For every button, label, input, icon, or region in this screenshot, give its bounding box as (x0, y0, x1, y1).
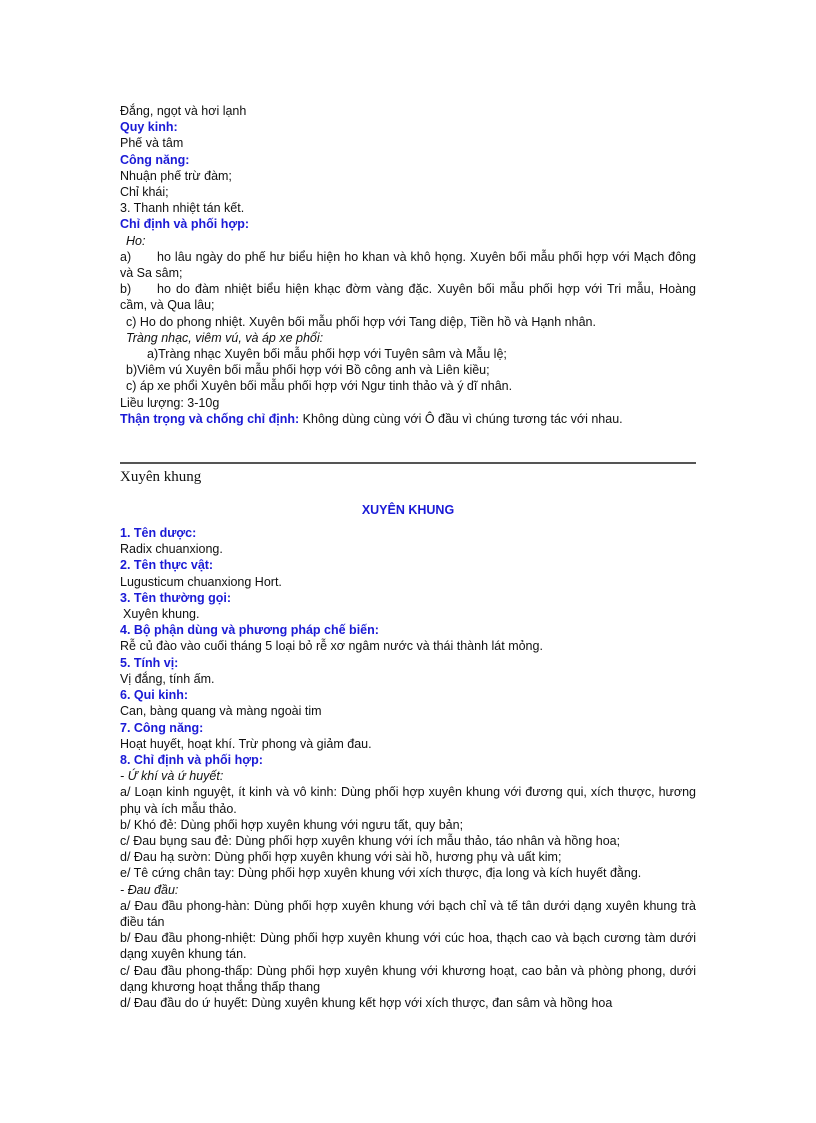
trang-nhac-subheading: Tràng nhạc, viêm vú, và áp xe phổi: (126, 330, 324, 345)
u-khi-item: b/ Khó đẻ: Dùng phối hợp xuyên khung với ngưu tất, quy bản; (120, 817, 464, 832)
ho-item-text: ho do đàm nhiệt biểu hiện khạc đờm vàng đặc. Xuyên bối mẫu phối hợp với Tri mẫu, Hoàng cầm, và Qua lâu; (120, 282, 696, 313)
dau-dau-item: a/ Đau đầu phong-hàn: Dùng phối hợp xuyên khung với bạch chỉ và tế tân dưới dạng xuyên khung trà điều tán (120, 898, 696, 929)
u-khi-subheading: - Ứ khí và ứ huyết: (120, 769, 224, 784)
ten-thuc-vat-text: Lugusticum chuanxiong Hort. (120, 574, 282, 589)
lieu-luong-text: Liều lượng: 3-10g (120, 395, 220, 410)
quy-kinh-text: Phế và tâm (120, 136, 184, 151)
ho-item-text: ho lâu ngày do phế hư biểu hiện ho khan và khô họng. Xuyên bối mẫu phối hợp với Mạch đông và Sa sâm; (120, 249, 696, 281)
cong-nang-item: 3. Thanh nhiệt tán kết. (120, 201, 245, 216)
u-khi-item: d/ Đau hạ sườn: Dùng phối hợp xuyên khung với sài hồ, hương phụ và uất kim; (120, 850, 562, 865)
ho-item-marker: b) (120, 282, 132, 297)
ten-thuong-goi-text: Xuyên khung. (123, 607, 200, 622)
qui-kinh-heading: 6. Qui kinh: (120, 688, 189, 703)
than-trong-heading: Thận trọng và chống chỉ định: (120, 411, 300, 426)
page-title: XUYÊN KHUNG (361, 503, 455, 518)
cong-nang-text-2: Hoạt huyết, hoạt khí. Trừ phong và giảm đau. (120, 736, 372, 751)
bo-phan-text: Rễ củ đào vào cuối tháng 5 loại bỏ rễ xơ ngâm nước và thái thành lát mỏng. (120, 639, 543, 654)
ten-duoc-heading: 1. Tên dược: (120, 526, 197, 541)
ho-item-b (120, 281, 696, 313)
ho-item-a (120, 249, 696, 281)
dau-dau-item: b/ Đau đầu phong-nhiệt: Dùng phối hợp xuyên khung với cúc hoa, thạch cao và bạch cương tàm dưới dạng xuyên khung tán. (120, 931, 696, 962)
document-body (120, 103, 696, 1011)
chi-dinh-heading: Chỉ định và phối hợp: (120, 217, 250, 232)
dau-dau-item: c/ Đau đầu phong-thấp: Dùng phối hợp xuyên khung với khương hoạt, cao bản và phòng phong, dưới dạng khương hoạt thắng thấp thang (120, 963, 696, 994)
cong-nang-item: Nhuận phế trừ đàm; (120, 168, 232, 183)
ho-subheading: Ho: (126, 233, 146, 248)
dau-dau-subheading: - Đau đầu: (120, 882, 179, 897)
trang-nhac-item: b)Viêm vú Xuyên bối mẫu phối hợp với Bồ công anh và Liên kiều; (126, 363, 490, 378)
cong-nang-heading-2: 7. Công năng: (120, 720, 204, 735)
tinh-vi-text: Đắng, ngọt và hơi lạnh (120, 104, 247, 118)
dau-dau-item: d/ Đau đầu do ứ huyết: Dùng xuyên khung kết hợp với xích thược, đan sâm và hồng hoa (120, 995, 613, 1010)
ho-item-marker: a) (120, 249, 132, 264)
than-trong-row (120, 411, 696, 427)
u-khi-item: c/ Đau bụng sau đẻ: Dùng phối hợp xuyên khung với ích mẫu thảo, táo nhân và hồng hoa; (120, 833, 621, 848)
u-khi-item: a/ Loạn kinh nguyệt, ít kinh và vô kinh: Dùng phối hợp xuyên khung với đương qui, xích thược, hương phụ và ích mẫu thảo. (120, 785, 696, 816)
ten-thuc-vat-heading: 2. Tên thực vật: (120, 558, 214, 573)
u-khi-item: e/ Tê cứng chân tay: Dùng phối hợp xuyên khung với xích thược, địa long và kích huyết đằng. (120, 866, 642, 881)
bo-phan-heading: 4. Bộ phận dùng và phương pháp chế biến: (120, 623, 379, 638)
ten-duoc-text: Radix chuanxiong. (120, 542, 223, 557)
cong-nang-heading: Công năng: (120, 152, 190, 167)
cong-nang-item: Chỉ khái; (120, 185, 169, 200)
section-divider (120, 462, 696, 464)
quy-kinh-heading: Quy kinh: (120, 120, 178, 135)
chi-dinh-heading-2: 8. Chỉ định và phối hợp: (120, 752, 263, 767)
ho-item-c: c) Ho do phong nhiệt. Xuyên bối mẫu phối hợp với Tang diệp, Tiền hồ và Hạnh nhân. (126, 314, 596, 329)
ten-thuong-goi-heading: 3. Tên thường gọi: (120, 590, 231, 605)
trang-nhac-item: a)Tràng nhạc Xuyên bối mẫu phối hợp với Tuyên sâm và Mẫu lệ; (147, 347, 507, 362)
than-trong-text: Không dùng cùng với Ô đầu vì chúng tương tác với nhau. (302, 411, 623, 426)
trang-nhac-item: c) áp xe phổi Xuyên bối mẫu phối hợp với Ngư tinh thảo và ý dĩ nhân. (126, 379, 513, 394)
section-header: Xuyên khung (120, 469, 202, 486)
qui-kinh-text: Can, bàng quang và màng ngoài tim (120, 704, 322, 719)
tinh-vi-text-2: Vị đắng, tính ấm. (120, 671, 215, 686)
tinh-vi-heading: 5. Tính vị: (120, 655, 179, 670)
